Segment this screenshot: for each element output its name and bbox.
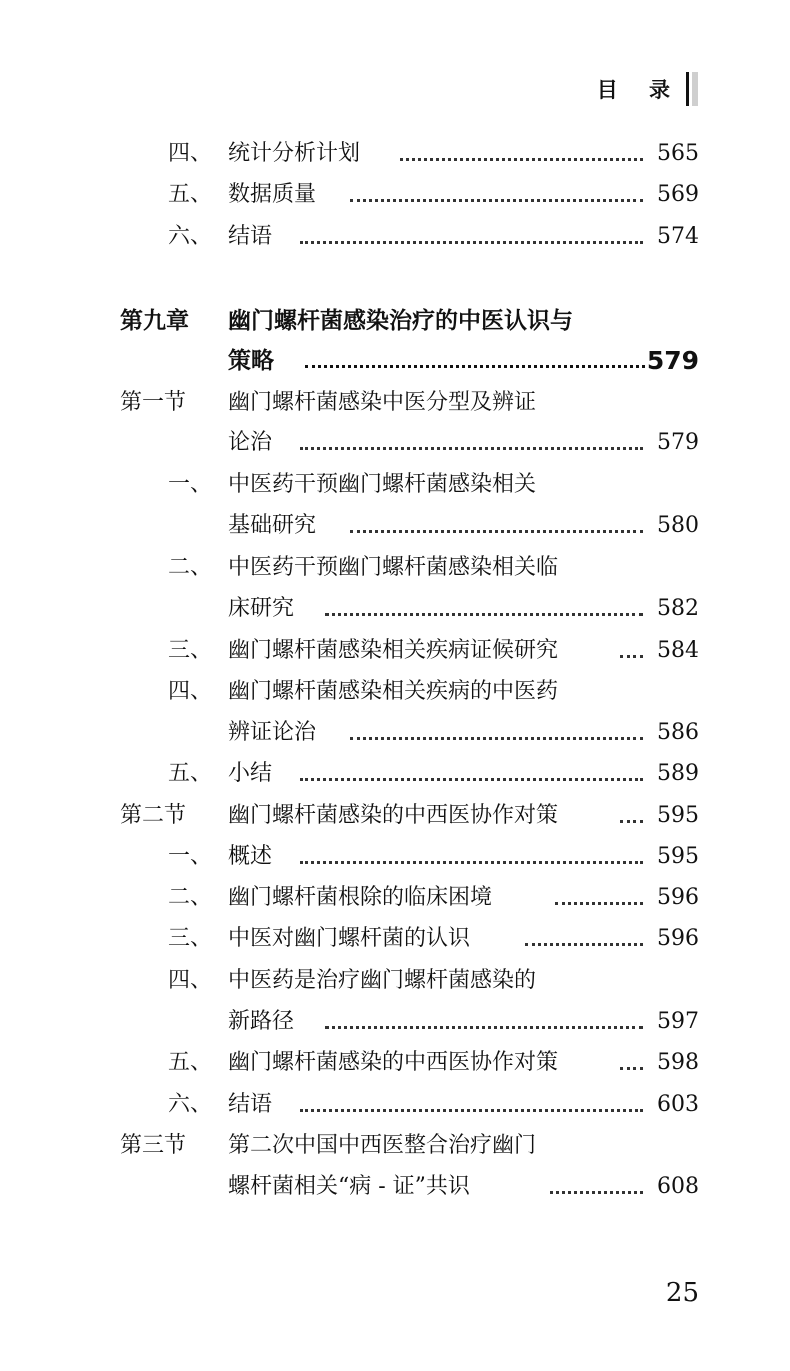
toc-entry-title: 新路径 bbox=[228, 1009, 295, 1034]
toc-entry-number: 二、 bbox=[168, 555, 213, 580]
toc-entry-page: 598 bbox=[657, 1050, 699, 1075]
toc-entry bbox=[0, 383, 790, 423]
dot-leader bbox=[350, 737, 643, 740]
toc-entry-title: 幽门螺杆菌感染相关疾病的中医药 bbox=[228, 679, 559, 704]
dot-leader bbox=[325, 1026, 643, 1029]
toc-entry-page: 608 bbox=[657, 1174, 699, 1199]
dot-leader bbox=[300, 241, 643, 244]
dot-leader bbox=[300, 778, 643, 781]
toc-entry bbox=[0, 713, 790, 753]
toc-entry-title: 幽门螺杆菌感染相关疾病证候研究 bbox=[228, 638, 559, 663]
toc-entry bbox=[0, 754, 790, 794]
toc-entry-page: 603 bbox=[657, 1092, 699, 1117]
page-number: 25 bbox=[665, 1278, 699, 1308]
toc-entry-number: 三、 bbox=[168, 638, 213, 663]
toc-entry-title: 第二次中国中西医整合治疗幽门 bbox=[228, 1133, 537, 1158]
toc-entry-number: 一、 bbox=[168, 472, 213, 497]
toc-entry bbox=[0, 175, 790, 215]
toc-entry-title: 概述 bbox=[228, 844, 273, 869]
toc-entry-page: 582 bbox=[657, 596, 699, 621]
toc-entry-number: 第九章 bbox=[120, 308, 189, 334]
toc-entry-title: 幽门螺杆菌根除的临床困境 bbox=[228, 885, 493, 910]
dot-leader bbox=[525, 943, 643, 946]
toc-entry-title: 幽门螺杆菌感染的中西医协作对策 bbox=[228, 803, 559, 828]
toc-entry-page: 565 bbox=[657, 141, 699, 166]
toc-entry-title: 幽门螺杆菌感染治疗的中医认识与 bbox=[228, 308, 573, 334]
toc-entry-page: 579 bbox=[646, 346, 699, 375]
dot-leader bbox=[300, 447, 643, 450]
toc-entry bbox=[0, 878, 790, 918]
toc-entry-number: 第二节 bbox=[120, 803, 187, 828]
dot-leader bbox=[400, 158, 643, 161]
toc-entry bbox=[0, 1126, 790, 1166]
toc-entry bbox=[0, 1043, 790, 1083]
running-header-title: 目 录 bbox=[596, 78, 682, 102]
toc-entry-number: 二、 bbox=[168, 885, 213, 910]
dot-leader bbox=[620, 1067, 643, 1070]
toc-entry bbox=[0, 837, 790, 877]
toc-entry bbox=[0, 961, 790, 1001]
dot-leader bbox=[620, 655, 643, 658]
toc-entry-number: 五、 bbox=[168, 1050, 213, 1075]
toc-entry bbox=[0, 506, 790, 546]
toc-entry bbox=[0, 1167, 790, 1207]
toc-entry-number: 六、 bbox=[168, 1092, 213, 1117]
dot-leader bbox=[555, 902, 643, 905]
toc-entry bbox=[0, 134, 790, 174]
toc-entry bbox=[0, 465, 790, 505]
toc-entry bbox=[0, 672, 790, 712]
toc-entry bbox=[0, 301, 790, 341]
toc-entry-number: 一、 bbox=[168, 844, 213, 869]
toc-entry bbox=[0, 423, 790, 463]
toc-entry-page: 595 bbox=[657, 803, 699, 828]
toc-entry bbox=[0, 217, 790, 257]
toc-entry-page: 574 bbox=[657, 224, 699, 249]
toc-entry bbox=[0, 919, 790, 959]
toc-entry bbox=[0, 631, 790, 671]
dot-leader bbox=[350, 199, 643, 202]
dot-leader bbox=[350, 530, 643, 533]
toc-entry-title: 基础研究 bbox=[228, 513, 317, 538]
toc-entry-page: 580 bbox=[657, 513, 699, 538]
toc-entry bbox=[0, 1002, 790, 1042]
dot-leader bbox=[550, 1191, 643, 1194]
toc-entry-number: 五、 bbox=[168, 182, 213, 207]
dot-leader bbox=[620, 820, 643, 823]
toc-entry-title: 中医药是治疗幽门螺杆菌感染的 bbox=[228, 968, 537, 993]
dot-leader bbox=[325, 613, 643, 616]
toc-entry-number: 五、 bbox=[168, 761, 213, 786]
toc-entry-title: 中医对幽门螺杆菌的认识 bbox=[228, 926, 471, 951]
toc-entry-page: 597 bbox=[657, 1009, 699, 1034]
toc-entry-title: 小结 bbox=[228, 761, 273, 786]
toc-entry-number: 六、 bbox=[168, 224, 213, 249]
toc-entry-number: 四、 bbox=[168, 679, 213, 704]
toc-entry-page: 584 bbox=[657, 638, 699, 663]
header-rule-shade bbox=[692, 72, 698, 106]
toc-entry-page: 596 bbox=[657, 926, 699, 951]
toc-entry-page: 595 bbox=[657, 844, 699, 869]
toc-entry bbox=[0, 796, 790, 836]
running-header bbox=[597, 72, 698, 106]
toc-entry-title: 结语 bbox=[228, 224, 273, 249]
toc-entry-title: 中医药干预幽门螺杆菌感染相关临 bbox=[228, 555, 559, 580]
toc-entry-page: 586 bbox=[657, 720, 699, 745]
toc-entry bbox=[0, 548, 790, 588]
toc-entry-number: 第三节 bbox=[120, 1133, 187, 1158]
toc-entry-title: 辨证论治 bbox=[228, 720, 317, 745]
toc-entry-title: 结语 bbox=[228, 1092, 273, 1117]
toc-entry bbox=[0, 589, 790, 629]
toc-entry bbox=[0, 341, 790, 381]
toc-entry-title: 螺杆菌相关“病 - 证”共识 bbox=[228, 1174, 470, 1199]
toc-entry-page: 596 bbox=[657, 885, 699, 910]
header-rule bbox=[686, 72, 689, 106]
toc-entry-title: 数据质量 bbox=[228, 182, 317, 207]
toc-entry-number: 四、 bbox=[168, 141, 213, 166]
toc-entry-number: 第一节 bbox=[120, 390, 187, 415]
toc-entry-page: 579 bbox=[657, 430, 699, 455]
toc-entry-title: 策略 bbox=[228, 348, 274, 374]
toc-entry-page: 589 bbox=[657, 761, 699, 786]
toc-entry-number: 三、 bbox=[168, 926, 213, 951]
dot-leader bbox=[305, 365, 645, 368]
toc-entry-title: 统计分析计划 bbox=[228, 141, 361, 166]
toc-entry-title: 床研究 bbox=[228, 596, 295, 621]
toc-entry-number: 四、 bbox=[168, 968, 213, 993]
toc-entry-title: 中医药干预幽门螺杆菌感染相关 bbox=[228, 472, 537, 497]
toc-entry-title: 论治 bbox=[228, 430, 273, 455]
toc-entry-page: 569 bbox=[657, 182, 699, 207]
toc-entry-title: 幽门螺杆菌感染中医分型及辨证 bbox=[228, 390, 537, 415]
dot-leader bbox=[300, 861, 643, 864]
dot-leader bbox=[300, 1109, 643, 1112]
toc-entry-title: 幽门螺杆菌感染的中西医协作对策 bbox=[228, 1050, 559, 1075]
toc-entry bbox=[0, 1085, 790, 1125]
